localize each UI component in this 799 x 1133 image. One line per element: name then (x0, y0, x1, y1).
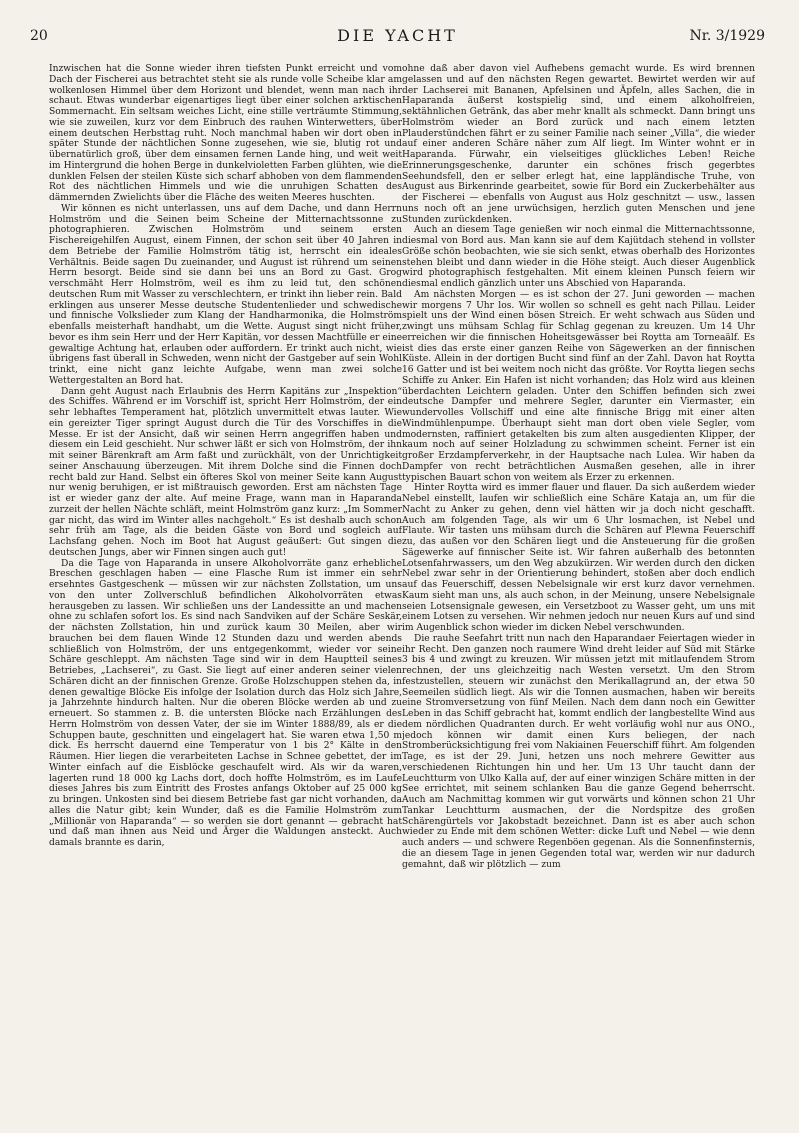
paragraph: Wir können es nicht unterlassen, uns auf dem Dache, und dann Herrn Holmström und die Seinen beim Scheine der Mitternachtssonne zu photographieren. Zwischen Holmström und seinem ersten Fischereigehilfen August, einem Finnen, der schon seit über 40 Jahren in dem Betriebe der Familie Holmström tätig ist, herrscht ein ideales Verhältnis. Beide sagen Du zueinander, und August ist rührend um seinen Herrn besorgt. Beide sind sie dann bei uns an Bord zu Gast. Grog verschmäht Herr Holmström, weil es ihm zu leid tut, den schönen deutschen Rum mit Wasser zu verschlechtern, er trinkt ihn lieber rein. Bald erklingen aus unserer Messe deutsche Studentenlieder und schwedische und finnische Volkslieder zum Klang der Handharmonika, die Holmström ebenfalls meisterhaft handhabt, um die Wette. August singt nicht früher, bevor es ihm sein Herr und der Herr Kapitän, vor dessen Machtfülle er eine gewaltige Achtung hat, erlauben oder auffordern. Er trinkt auch nicht, wie übrigens fast überall in Schweden, wenn nicht der Gastgeber auf sein Wohl trinkt, eine nicht ganz leichte Aufgabe, wenn man zwei solche Wettergestalten an Bord hat. (49, 203, 402, 386)
left-column (49, 64, 402, 1115)
page-header (30, 22, 765, 46)
page-number: 20 (30, 28, 48, 44)
paragraph: Da die Tage von Haparanda in unsere Alkoholvorräte ganz erhebliche Breschen geschlagen haben — eine Flasche Rum ist immer ein sehr ersehntes Gastgeschenk — müssen wir zur nächsten Zollstation, um uns von den unter Zollverschluß befindlichen Alkoholvorräten etwas herausgeben zu lassen. Wir schließen uns der Landessitte an und machen ohne zu schlafen sofort los. Es sind nach Sandviken auf der Schäre Seskär, der nächsten Zollstation, hin und zurück kaum 30 Meilen, aber wir brauchen bei dem flauen Winde 12 Stunden dazu und werden abends schließlich von Holmström, der uns entgegenkommt, wieder vor seine Schäre geschleppt. Am nächsten Tage sind wir in dem Hauptteil seines Betriebes, „Lachserei“, zu Gast. Sie liegt auf einer anderen seiner vielen Schären dicht an der finnischen Grenze. Große Holzschuppen stehen da, in denen gewaltige Blöcke Eis infolge der Isolation durch das Holz sich Jahre, ja Jahrzehnte hindurch halten. Nur die oberen Blöcke werden ab und zu erneuert. So stammen z. B. die untersten Blöcke nach Erzählungen des Herrn Holmström von dessen Vater, der sie im Winter 1888/89, als er die Schuppen baute, geschnitten und eingelagert hat. Sie waren etwa 1,50 m dick. Es herrscht dauernd eine Temperatur von 1 bis 2° Kälte in den Räumen. Hier liegen die verarbeiteten Lachse in Schnee gebettet, der im Winter einfach auf die Eisblöcke geschaufelt wird. Als wir da waren, lagerten rund 18 000 kg Lachs dort, doch hoffte Holmström, es im Laufe dieses Jahres bis zum Eintritt des Frostes anfangs Oktober auf 25 000 kg zu bringen. Unkosten sind bei diesem Betriebe fast gar nicht vorhanden, da alles die Natur gibt; kein Wunder, daß es die Familie Holmström zum „Millionär von Haparanda“ — so werden sie dort genannt — gebracht hat und daß man ihnen aus Neid und Ärger die Waldungen ansteckt. Auch damals brannte es darin, (49, 558, 402, 848)
paragraph: Inzwischen hat die Sonne wieder ihren tiefsten Punkt erreicht und vom Dach der Fischerei aus betrachtet steht sie als runde volle Scheibe klar am wolkenlosen Himmel über dem Horizont und blendet, wenn man nach ihr schaut. Etwas wunderbar eigenartiges liegt über einer solchen arktischen Sommernacht. Ein seltsam weiches Licht, eine stille verträumte Stimmung, wie sie zuweilen, kurz vor dem Einbruch des rauhen Winterwetters, über einem deutschen Herbsttag ruht. Noch manchmal haben wir dort oben in später Stunde der nächtlichen Sonne zugesehen, wie sie, blutig rot und übernatürlich groß, über dem einsamen fernen Lande hing, und weit weit im Hintergrund die hohen Berge in dunkelvioletten Farben glühten, wie die dunklen Felsen der steilen Küste sich scharf abhoben von dem flammenden Rot des nächtlichen Himmels und wie die unruhigen Schatten des dämmernden Zwielichts über die Fläche des weiten Meeres huschten. (49, 64, 402, 203)
paragraph: ohne daß aber davon viel Aufhebens gemacht wurde. Es wird brennen gelassen und auf den nächsten Regen gewartet. Bewirtet werden wir auf der Lachserei mit Bananen, Apfelsinen und Äpfeln, alles Sachen, die in Haparanda äußerst kostspielig sind, und einem alkoholfreien, sektähnlichen Getränk, das aber mehr knallt als schmeckt. Dann bringt uns Holmström wieder an Bord zurück und nach einem letzten Plauderstündchen fährt er zu seiner Familie nach seiner „Villa“, die wieder auf einer anderen Schäre näher zum Alf liegt. Im Winter wohnt er in Haparanda. Fürwahr, ein vielseitiges glückliches Leben! Reiche Erinnerungsgeschenke, darunter ein schönes frisch gegerbtes Seehundsfell, den er selber erlegt hat, eine lappländische Truhe, von August aus Birkenrinde gearbeitet, sowie für Bord ein Zuckerbehälter aus der Fischerei — ebenfalls von August aus Holz geschnitzt — usw., lassen uns noch oft an jene urwüchsigen, herzlich guten Menschen und jene Stunden zurückdenken. (402, 64, 755, 225)
paragraph: Auch an diesem Tage genießen wir noch einmal die Mitternachtssonne, diesmal von Bord aus. Man kann sie auf dem Kajütdach stehend in vollster Größe schön beobachten, wie sie sich senkt, etwas oberhalb des Horizontes stehen bleibt und dann wieder in die Höhe steigt. Auch dieser Augenblick wird photographisch festgehalten. Mit einem kleinen Punsch feiern wir diesmal endlich gänzlich unter uns Abschied von Haparanda. (402, 225, 755, 289)
right-column (402, 64, 755, 1115)
paragraph: Dann geht August nach Erlaubnis des Herrn Kapitäns zur „Inspektion“ des Schiffes. Während er im Vorschiff ist, spricht Herr Holmström, der ein sehr lebhaftes Temperament hat, plötzlich unvermittelt etwas lauter. Wie ein gereizter Tiger springt August durch die Tür des Vorschiffes in die Messe. Er ist der Ansicht, daß wir seinen Herrn angegriffen haben und diesem ein Leid geschieht. Nur schwer läßt er sich von Holmström, der ihn mit seiner Bärenkraft am Arm faßt und zurückhält, von der Unrichtigkeit seiner Anschauung überzeugen. Mit ihrem Dolche sind die Finnen doch recht bald zur Hand. Selbst ein öfteres Skol von meiner Seite kann August nur wenig beruhigen, er ist mißtrauisch geworden. Erst am nächsten Tage ist er wieder ganz der alte. Auf meine Frage, wann man in Haparanda zurzeit der hellen Nächte schläft, meint Holmström ganz kurz: „Im Sommer gar nicht, das wird im Winter alles nachgeholt.“ Es ist deshalb auch schon sehr früh am Tage, als die beiden Gäste von Bord und sogleich auf Lachsfang gehen. Noch im Boot hat August geäußert: Gut singen die deutschen Jungs, aber wir Finnen singen auch gut! (49, 386, 402, 558)
paragraph: Hinter Roytta wird es immer flauer und flauer. Da sich außerdem wieder Nebel einstellt, laufen wir schließlich eine Schäre Kataja an, um für die Nacht zu Anker zu gehen, denn viel hätten wir ja doch nicht geschafft. Auch am folgenden Tage, als wir um 6 Uhr losmachen, ist Nebel und Flaute. Wir tasten uns mühsam durch die Schären auf Plewna Feuerschiff zu, das außen vor den Schären liegt und die Ansteuerung für die großen Sägewerke auf finnischer Seite ist. Wir fahren außerhalb des betonnten Lotsenfahrwassers, um den Weg abzukürzen. Wir werden durch den dicken Nebel zwar sehr in der Orientierung behindert, stoßen aber doch endlich auf das Feuerschiff, dessen Nebelsignale wir erst kurz davor vernehmen. Kaum sieht man uns, als auch schon, in der Meinung, unsere Nebelsignale seien Lotsensignale gewesen, ein Versetzboot zu Wasser geht, um uns mit einem Lotsen zu versehen. Wir nehmen jedoch nur neuen Kurs auf und sind im Augenblick schon wieder im dicken Nebel verschwunden. (402, 483, 755, 633)
paragraph: Die rauhe Seefahrt tritt nun nach den Haparandaer Feiertagen wieder in ihr Recht. Den ganzen noch raumere Wind dreht leider auf Süd mit Stärke 3 bis 4 und zwingt zu kreuzen. Wir müssen jetzt mit mitlaufendem Strom rechnen, der uns gleichzeitig nach Westen versetzt. Um den Strom festzustellen, steuern wir zunächst den Merikallagrund an, der etwa 50 Seemeilen südlich liegt. Als wir die Tonnen ausmachen, haben wir bereits eine Stromversetzung von fünf Meilen. Nach dem dann noch ein Gewitter Leben in das Schiff gebracht hat, kommt endlich der langbestellte Wind aus dem nördlichen Quadranten durch. Er weht vorläufig wohl nur aus ONO., jedoch können wir damit einen Kurs beliegen, der nach Stromberücksichtigung frei vom Nakiainen Feuerschiff führt. Am folgenden Tage, es ist der 29. Juni, hetzen uns noch mehrere Gewitter aus verschiedenen Richtungen hin und her. Um 13 Uhr taucht dann der Leuchtturm von Ulko Kalla auf, der auf einer winzigen Schäre mitten in der See errichtet, mit seinem schlanken Bau die ganze Gegend beherrscht. Auch am Nachmittag kommen wir gut vorwärts und können schon 21 Uhr Tankar Leuchtturm ausmachen, der die Nordspitze des großen Schärengürtels vor Jakobstadt bezeichnet. Dann ist es aber auch schon wieder zu Ende mit dem schönen Wetter: dicke Luft und Nebel — wie denn auch anders — und schwere Regenböen gegenan. Als die Sonnenfinsternis, die an diesem Tage in jenen Gegenden total war, werden wir nur dadurch gemahnt, daß wir plötzlich — zum (402, 633, 755, 870)
issue-number: Nr. 3/1929 (689, 28, 765, 44)
paragraph: Am nächsten Morgen — es ist schon der 27. Juni geworden — machen wir morgens 7 Uhr los. Wir wollen so schnell es geht nach Pillau. Leider spielt uns der Wind einen bösen Streich. Er weht schwach aus Süden und zwingt uns mühsam Schlag für Schlag gegenan zu kreuzen. Um 14 Uhr erreichen wir die finnischen Hoheitsgewässer bei Roytta am Torneaälf. Es ist dies das erste einer ganzen Reihe von Sägewerken an der finnischen Küste. Allein in der dortigen Bucht sind fünf an der Zahl. Davon hat Roytta 16 Gatter und ist bei weitem noch nicht das größte. Vor Roytta liegen sechs Schiffe zu Anker. Ein Hafen ist nicht vorhanden; das Holz wird aus kleinen überdachten Leichtern geladen. Unter den Schiffen befinden sich zwei deutsche Dampfer und mehrere Segler, darunter ein Viermaster, ein wundervolles Vollschiff und eine alte finnische Brigg mit einer alten Windmühlenpumpe. Überhaupt sieht man dort oben viele Segler, vom modernsten, raffiniert getakelten bis zum alten ausgedienten Klipper, der kaum noch auf seiner Holzladung zu schwimmen scheint. Ferner ist ein großer Erzdampferverkehr, in der Hauptsache nach Lulea. Wir haben da Dampfer von recht beträchtlichen Ausmaßen gesehen, alle in ihrer typischen Bauart schon von weitem als Erzer zu erkennen. (402, 289, 755, 483)
running-title: DIE YACHT (337, 26, 458, 45)
